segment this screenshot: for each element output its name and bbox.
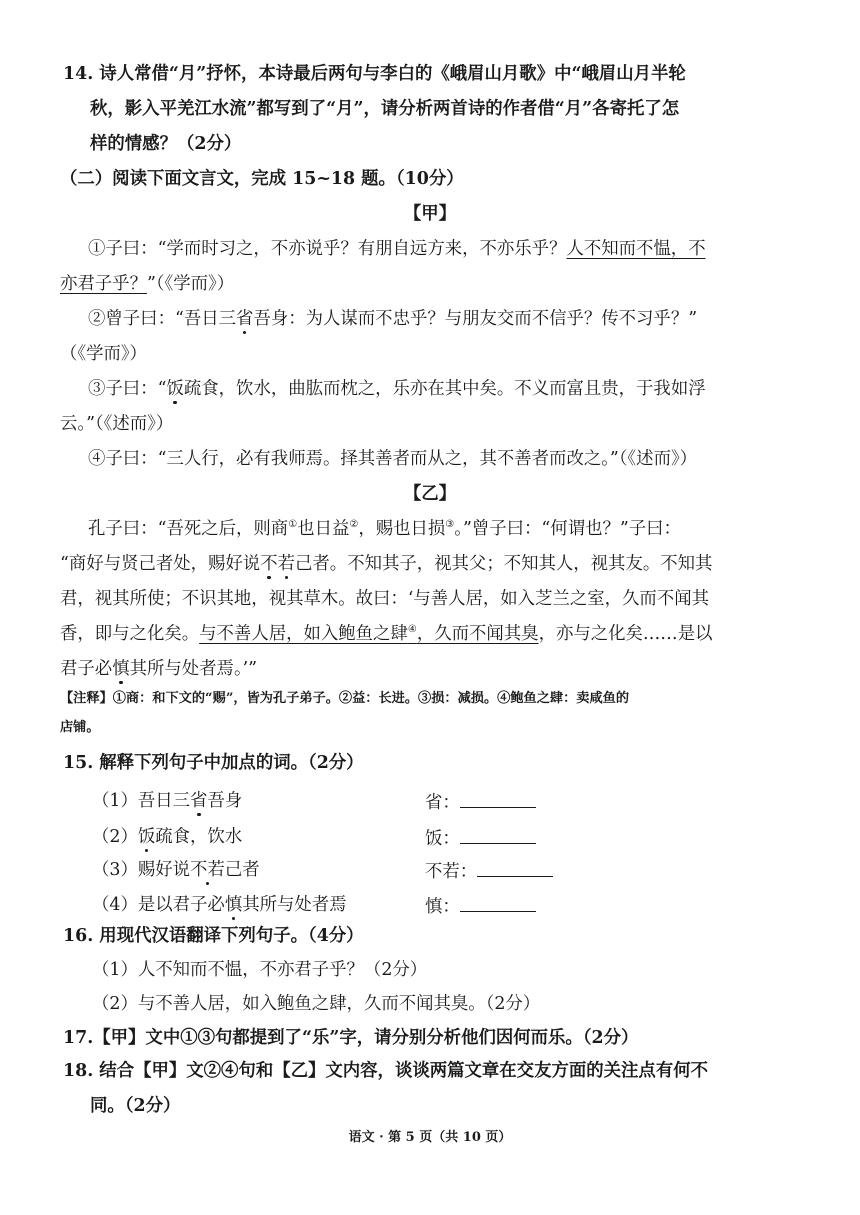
yi-line1: 孔子曰：“吾死之后，则商①也日益②，赐也日损③。”曾子曰：“何谓也？”子曰： [88,519,681,539]
q15-item: （4）是以君子必慎其所与处者焉 [92,895,347,915]
q15-item: （2）饭疏食，饮水 [92,827,243,847]
note-marker: ② [349,519,359,531]
q15-answer: 不若： [425,862,553,881]
note-marker: ① [288,519,298,531]
page-footer: 语文 · 第 5 页（共 10 页） [348,1130,512,1145]
note-marker: ③ [445,519,455,531]
underlined-sentence: 与不善人居，如入鲍鱼之肆④，久而不闻其臭 [199,624,539,644]
dotted-char: 省 [190,791,208,811]
jia-p3-line1: ③子曰：“饭疏食，饮水，曲肱而枕之，乐亦在其中矣。不义而富且贵，于我如浮 [88,379,706,399]
yi-line4: 香，即与之化矣。与不善人居，如入鲍鱼之肆④，久而不闻其臭，亦与之化矣……是以 [60,624,713,644]
q18-line1: 18. 结合【甲】文②④句和【乙】文内容，谈谈两篇文章在交友方面的关注点有何不 [63,1061,708,1081]
yi-line2: “商好与贤己者处，赐好说不若己者。不知其子，视其父；不知其人，视其友。不知其 [60,554,713,574]
notes-line2: 店铺。 [60,720,100,735]
q15-answer: 慎： [425,897,536,916]
q14-line1: 14. 诗人常借“月”抒怀，本诗最后两句与李白的《峨眉山月歌》中“峨眉山月半轮 [63,64,686,84]
q15-item: （1）吾日三省吾身 [92,791,243,811]
q14-line2: 秋，影入平羌江水流”都写到了“月”，请分析两首诗的作者借“月”各寄托了怎 [90,99,680,119]
underlined-sentence-end: 亦君子乎？ [60,274,147,294]
jia-p4: ④子曰：“三人行，必有我师焉。择其善者而从之，其不善者而改之。”（《述而》） [88,449,698,469]
jia-p1-line1: ①子曰：“学而时习之，不亦说乎？有朋自远方来，不亦乐乎？人不知而不愠，不 [88,239,706,259]
yi-heading: 【乙】 [403,484,457,504]
q15-item: （3）赐好说不若己者 [92,860,260,880]
q15-answer: 饭： [425,829,536,848]
jia-p1-line2: 亦君子乎？”（《学而》） [60,274,235,294]
yi-line5: 君子必慎其所与处者焉。’” [60,659,258,679]
dotted-char: 饭 [137,827,156,847]
yi-line3: 君，视其所使；不识其地，视其草木。故曰：‘与善人居，如入芝兰之室，久而不闻其 [60,589,709,609]
dotted-char: 慎 [112,659,130,679]
answer-blank[interactable] [460,829,536,844]
q14-line3: 样的情感？（2分） [90,134,242,154]
answer-blank[interactable] [460,793,536,808]
dotted-char: 饭 [166,379,184,399]
q15-title: 15. 解释下列句子中加点的词。（2分） [63,753,364,773]
underlined-sentence: 人不知而不愠，不 [566,239,706,259]
dotted-char: 若 [277,554,296,574]
q16-item2: （2）与不善人居，如入鲍鱼之肆，久而不闻其臭。（2分） [92,994,541,1014]
dotted-char: 不若 [190,860,225,880]
jia-heading: 【甲】 [403,204,457,224]
q17: 17.【甲】文中①③句都提到了“乐”字，请分别分析他们因何而乐。（2分） [63,1028,639,1048]
q16-item1: （1）人不知而不愠，不亦君子乎？（2分） [92,960,428,980]
q18-line2: 同。（2分） [90,1096,181,1116]
answer-blank[interactable] [477,862,553,877]
q16-title: 16. 用现代汉语翻译下列句子。（4分） [63,926,364,946]
answer-blank[interactable] [460,897,536,912]
jia-p2-line1: ②曾子曰：“吾日三省吾身：为人谋而不忠乎？与朋友交而不信乎？传不习乎？” [88,309,698,329]
jia-p2-line2: （《学而》） [60,344,147,364]
notes-line1: 【注释】①商：和下文的“赐”，皆为孔子弟子。②益：长进。③损：减损。④鲍鱼之肆：卖咸鱼的 [60,691,630,706]
q15-answer: 省： [425,793,536,812]
dotted-char: 省 [236,309,254,329]
note-marker: ④ [407,624,417,636]
section2-heading: （二）阅读下面文言文，完成 15~18 题。（10分） [60,169,464,189]
jia-p3-line2: 云。”（《述而》） [60,414,174,434]
dotted-char: 不 [260,554,278,574]
dotted-char: 慎 [224,895,243,915]
